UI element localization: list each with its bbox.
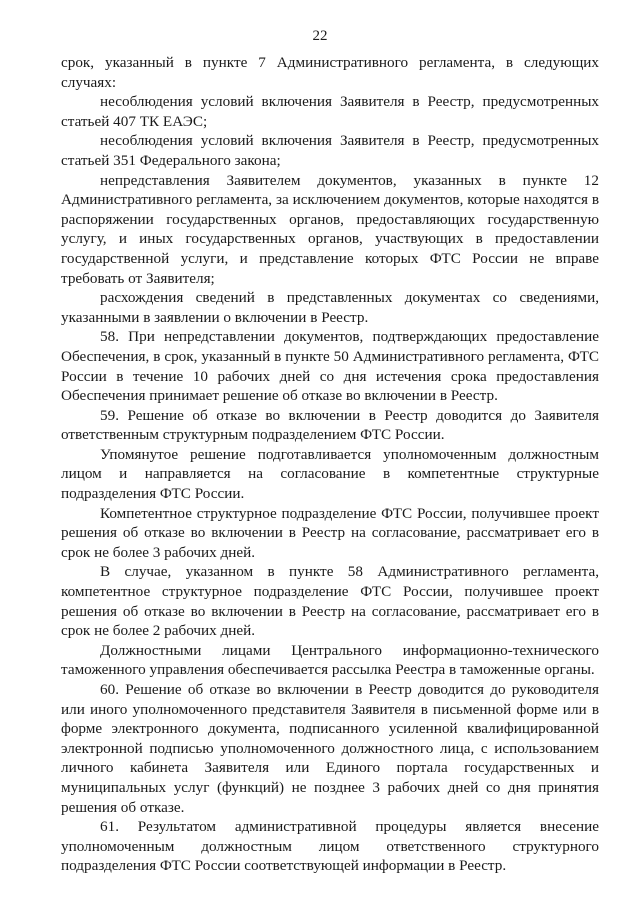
paragraph: 61. Результатом административной процедуры является внесение уполномоченным должностным лицом ответственного структурного подразделения ФТС России соответствующей информации в Реестр. (61, 818, 599, 875)
paragraph: Упомянутое решение подготавливается уполномоченным должностным лицом и направляется на согласование в компетентные структурные подразделения ФТС России. (61, 445, 599, 503)
paragraph: непредставления Заявителем документов, указанных в пункте 12 Административного регламента, за исключением документов, которые находятся в распоряжении государственных органов, предоставляющих государственную услугу, и иных государственных органов, участвующих в предоставлении государственной услуги, и представление которых ФТС России не вправе требовать от Заявителя; (61, 171, 599, 287)
page-number: 22 (312, 28, 328, 44)
paragraph: В случае, указанном в пункте 58 Административного регламента, компетентное структурное подразделение ФТС России, получившее проект решения об отказе во включении в Реестр на согласование, рассматривает его в срок не более 2 рабочих дней. (61, 563, 599, 640)
paragraph: 60. Решение об отказе во включении в Реестр доводится до руководителя или иного уполномоченного представителя Заявителя в письменной форме или в форме электронного документа, подписанного усиленной квалифицированной электронной подписью уполномоченного должностного лица, с использованием личного кабинета Заявителя или Единого портала государственных и муниципальных услуг (функций) не позднее 3 рабочих дней со дня принятия решения об отказе. (61, 681, 599, 816)
paragraph: Компетентное структурное подразделение ФТС России, получившее проект решения об отказе во включении в Реестр на согласование, рассматривает его в срок не более 3 рабочих дней. (61, 504, 599, 561)
paragraph: срок, указанный в пункте 7 Административного регламента, в следующих случаях: (61, 54, 599, 91)
paragraph: 58. При непредставлении документов, подтверждающих предоставление Обеспечения, в срок, указанный в пункте 50 Административного регламента, ФТС России в течение 10 рабочих дней со дня истечения срока предоставления Обеспечения принимает решение об отказе во включении в Реестр. (61, 328, 599, 405)
paragraph: несоблюдения условий включения Заявителя в Реестр, предусмотренных статьей 407 ТК ЕАЭС; (61, 93, 599, 130)
document-body (61, 53, 599, 876)
paragraph: 59. Решение об отказе во включении в Реестр доводится до Заявителя ответственным структурным подразделением ФТС России. (61, 406, 599, 444)
paragraph: несоблюдения условий включения Заявителя в Реестр, предусмотренных статьей 351 Федерального закона; (61, 132, 599, 169)
paragraph: расхождения сведений в представленных документах со сведениями, указанными в заявлении о включении в Реестр. (61, 289, 599, 326)
paragraph: Должностными лицами Центрального информационно-технического таможенного управления обеспечивается рассылка Реестра в таможенные органы. (61, 641, 599, 679)
